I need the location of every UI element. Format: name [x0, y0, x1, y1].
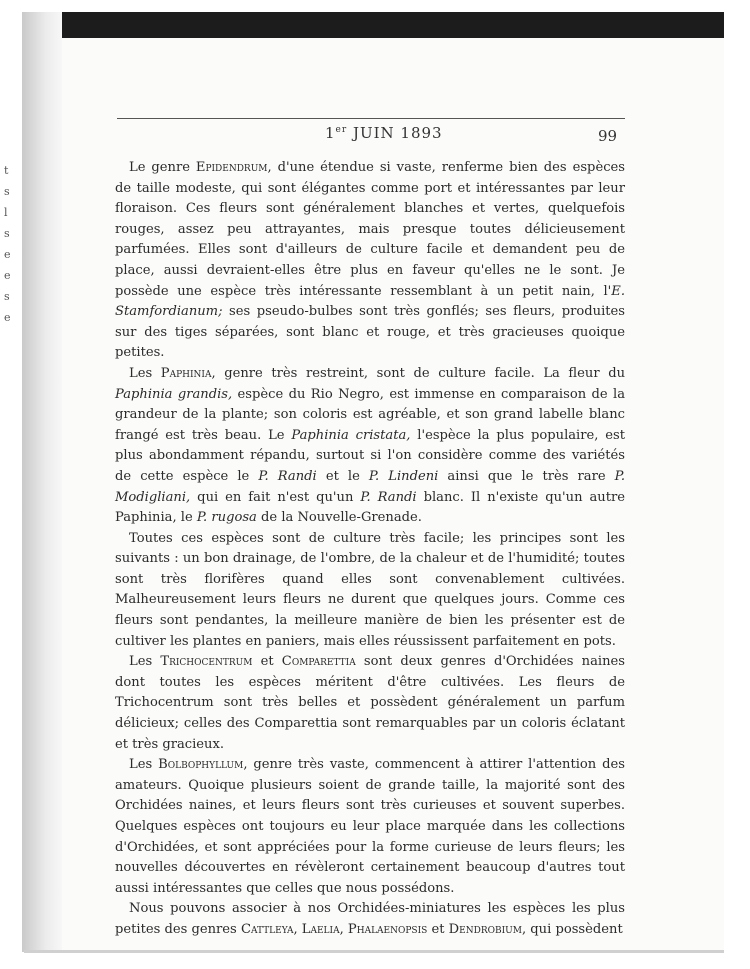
text-run: et [427, 921, 449, 937]
italic-run: Paphinia cristata, [291, 427, 411, 443]
italic-run: P. Modigliani, [115, 468, 625, 505]
paragraph [115, 364, 625, 529]
text-run: qui en fait n'est qu'un [190, 489, 361, 505]
text-run: sont deux genres d'Orchidées naines dont toutes les espèces méritent d'être cultivées. Les fleurs de Trichocentrum sont très belles et possèdent généralement un parfum délicieux; celles des Comparettia sont remarquables par un coloris éclatant et très gracieux. [115, 654, 625, 752]
paragraph [115, 529, 625, 653]
text-run: espèce du Rio Negro, est immense en comparaison de la grandeur de la plante; son coloris est agréable, et son grand labelle blanc frangé est très beau. Le [115, 386, 626, 443]
left-margin-strip [0, 0, 24, 969]
small-caps-run: Dendrobium [448, 921, 522, 937]
margin-letter: e [4, 269, 11, 282]
text-run: et le [316, 468, 369, 484]
running-header-date [325, 124, 443, 142]
header-rule [117, 118, 625, 119]
body-text [115, 158, 625, 941]
paragraph [115, 652, 625, 755]
page-gutter-shadow [22, 12, 62, 952]
text-run: Les [129, 365, 161, 381]
text-run: , [339, 921, 348, 937]
date-day: 1 [325, 124, 336, 142]
date-ordinal-suffix: er [335, 125, 348, 135]
small-caps-run: Cattleya [240, 921, 294, 937]
text-run: l'espèce la plus populaire, est plus abondamment répandu, surtout si l'on considère comme des variétés de cette espèce le [115, 427, 625, 484]
margin-letter: e [4, 248, 11, 261]
margin-letter: e [4, 311, 11, 324]
italic-run: P. rugosa [196, 510, 257, 526]
margin-letter: l [4, 206, 8, 219]
margin-letter: t [4, 164, 9, 177]
previous-page-letters [4, 160, 18, 328]
italic-run: E. Stamfordianum; [115, 283, 625, 320]
margin-letter: s [4, 185, 10, 198]
text-run: ainsi que le très rare [438, 468, 615, 484]
small-caps-run: Bolbophyllum [158, 757, 244, 773]
text-run: de la Nouvelle-Grenade. [256, 510, 422, 526]
small-caps-run: Laelia [301, 921, 340, 937]
small-caps-run: Phalaenopsis [347, 921, 428, 937]
scan-top-border [24, 12, 724, 38]
italic-run: P. Randi [258, 468, 317, 484]
text-run: Les [129, 757, 159, 773]
page-number: 99 [598, 127, 618, 145]
text-run: Les [129, 654, 161, 670]
text-run: ses pseudo-bulbes sont très gonflés; ses fleurs, produites sur des tiges séparées, sont blanc et rouge, et très gracieuses quoique petites. [115, 304, 625, 361]
text-run: blanc. Il n'existe qu'un autre Paphinia, le [115, 489, 625, 526]
small-caps-run: Epidendrum [195, 160, 268, 175]
small-caps-run: Paphinia [160, 365, 212, 381]
small-caps-run: Comparettia [281, 654, 356, 670]
italic-run: P. Lindeni [368, 468, 439, 484]
text-run: , genre très vaste, commencent à attirer l'attention des amateurs. Quoique plusieurs soient de grande taille, la majorité sont des Orchidées naines, et leurs fleurs sont très curieuses et souvent superbes. Quelques espèces ont toujours eu leur place marquée dans les collections d'Orchidées, et sont appréciées pour la forme curieuse de leurs fleurs; les nouvelles découvertes en révèleront certainement beaucoup d'autres tout aussi intéressantes que celles que nous possédons. [115, 757, 626, 896]
text-run: , qui possèdent [521, 921, 623, 937]
text-run: Toutes ces espèces sont de culture très facile; les principes sont les suivants : un bon drainage, de l'ombre, de la chaleur et de l'humidité; toutes sont très florifères quand elles sont convenablement cultivées. Malheureusement leurs fleurs ne durent que quelques jours. Comme ces fleurs sont pendantes, la meilleure manière de bien les présenter est de cultiver les plantes en paniers, mais elles réussissent parfaitement en pots. [115, 530, 625, 649]
page-bottom-edge [24, 950, 724, 953]
small-caps-run: Trichocentrum [160, 654, 253, 670]
text-run: et [252, 654, 282, 670]
margin-letter: s [4, 290, 10, 303]
paragraph [115, 899, 625, 940]
italic-run: Paphinia grandis, [115, 386, 233, 402]
text-run: , genre très restreint, sont de culture facile. La fleur du [211, 365, 626, 381]
paragraph [115, 755, 625, 899]
text-run: , d'une étendue si vaste, renferme bien des espèces de taille modeste, qui sont élégantes comme port et intéressantes par leur floraison. Ces fleurs sont généralement blanches et vertes, quelquefois rouges, assez peu attrayantes, mais presque toutes délicieusement parfumées. Elles sont d'ailleurs de culture facile et demandent peu de place, aussi devraient-elles être plus en faveur qu'elles ne le sont. Je possède une espèce très intéressante ressemblant à un petit nain, l' [115, 160, 625, 299]
text-run: , [293, 921, 302, 937]
paragraph [115, 158, 625, 364]
italic-run: P. Randi [360, 489, 417, 505]
margin-letter: s [4, 227, 10, 240]
date-month-year: JUIN 1893 [347, 124, 443, 142]
text-run: Le genre [129, 160, 196, 175]
text-run: Nous pouvons associer à nos Orchidées-miniatures les espèces les plus petites des genres [115, 901, 625, 937]
